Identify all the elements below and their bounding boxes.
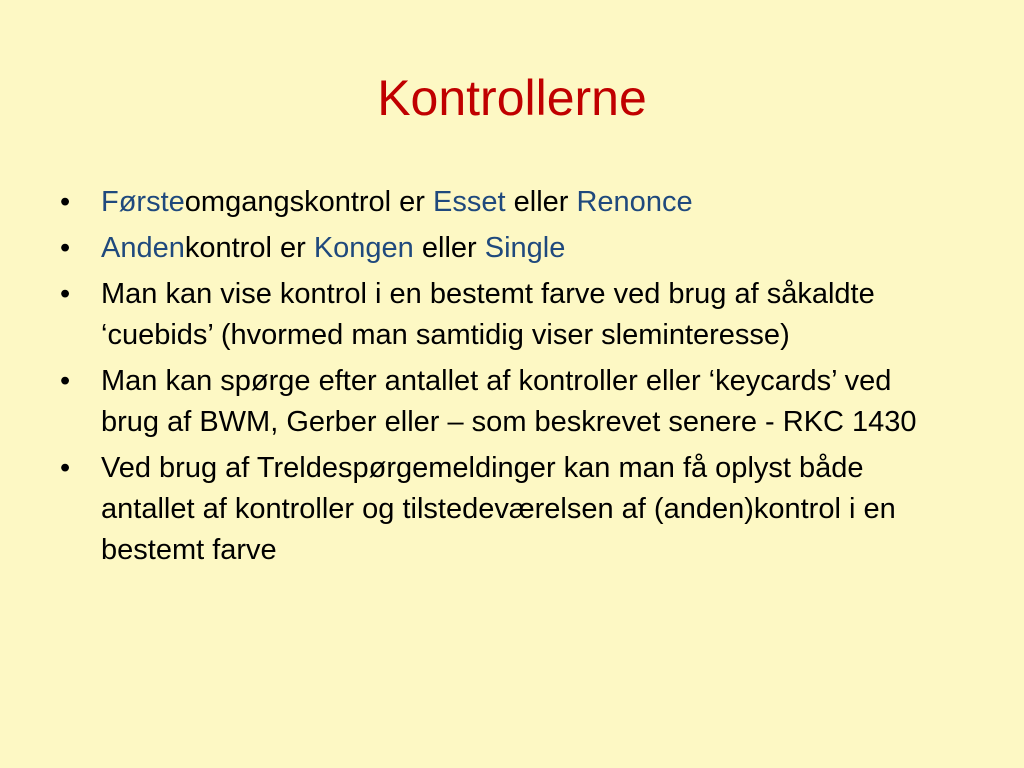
bullet-text-highlight: Single: [484, 232, 566, 264]
bullet-dot: •: [60, 452, 71, 484]
bullet-text-highlight: Kongen: [313, 232, 414, 264]
bullet-item: [56, 361, 956, 443]
bullet-dot: •: [60, 365, 71, 397]
bullet-item: [56, 448, 956, 571]
bullet-text-highlight: Renonce: [576, 186, 693, 218]
bullet-text: omgangskontrol er: [184, 186, 434, 218]
bullet-item: [56, 228, 956, 269]
slide-title: Kontrollerne: [377, 70, 647, 126]
bullet-dot: •: [60, 278, 71, 310]
bullet-text: Man kan spørge efter antallet af kontroller eller ‘keycards’ ved brug af BWM, Gerber eller – som beskrevet senere - RKC 1430: [101, 365, 917, 438]
bullet-text: kontrol er: [184, 232, 314, 264]
bullet-text-highlight: Esset: [433, 186, 506, 218]
bullet-text-highlight: Anden: [101, 232, 185, 264]
bullet-list: [56, 182, 956, 576]
bullet-text: Ved brug af Treldespørgemeldinger kan man få oplyst både antallet af kontroller og tilstedeværelsen af (anden)kontrol i en bestemt farve: [101, 452, 896, 566]
bullet-text: Man kan vise kontrol i en bestemt farve ved brug af såkaldte ‘cuebids’ (hvormed man samtidig viser sleminteresse): [101, 278, 875, 351]
bullet-item: [56, 182, 956, 223]
bullet-text: eller: [505, 186, 577, 218]
bullet-text-highlight: Første: [101, 186, 185, 218]
bullet-dot: •: [60, 186, 71, 218]
bullet-item: [56, 274, 956, 356]
bullet-text: eller: [413, 232, 485, 264]
bullet-dot: •: [60, 232, 71, 264]
